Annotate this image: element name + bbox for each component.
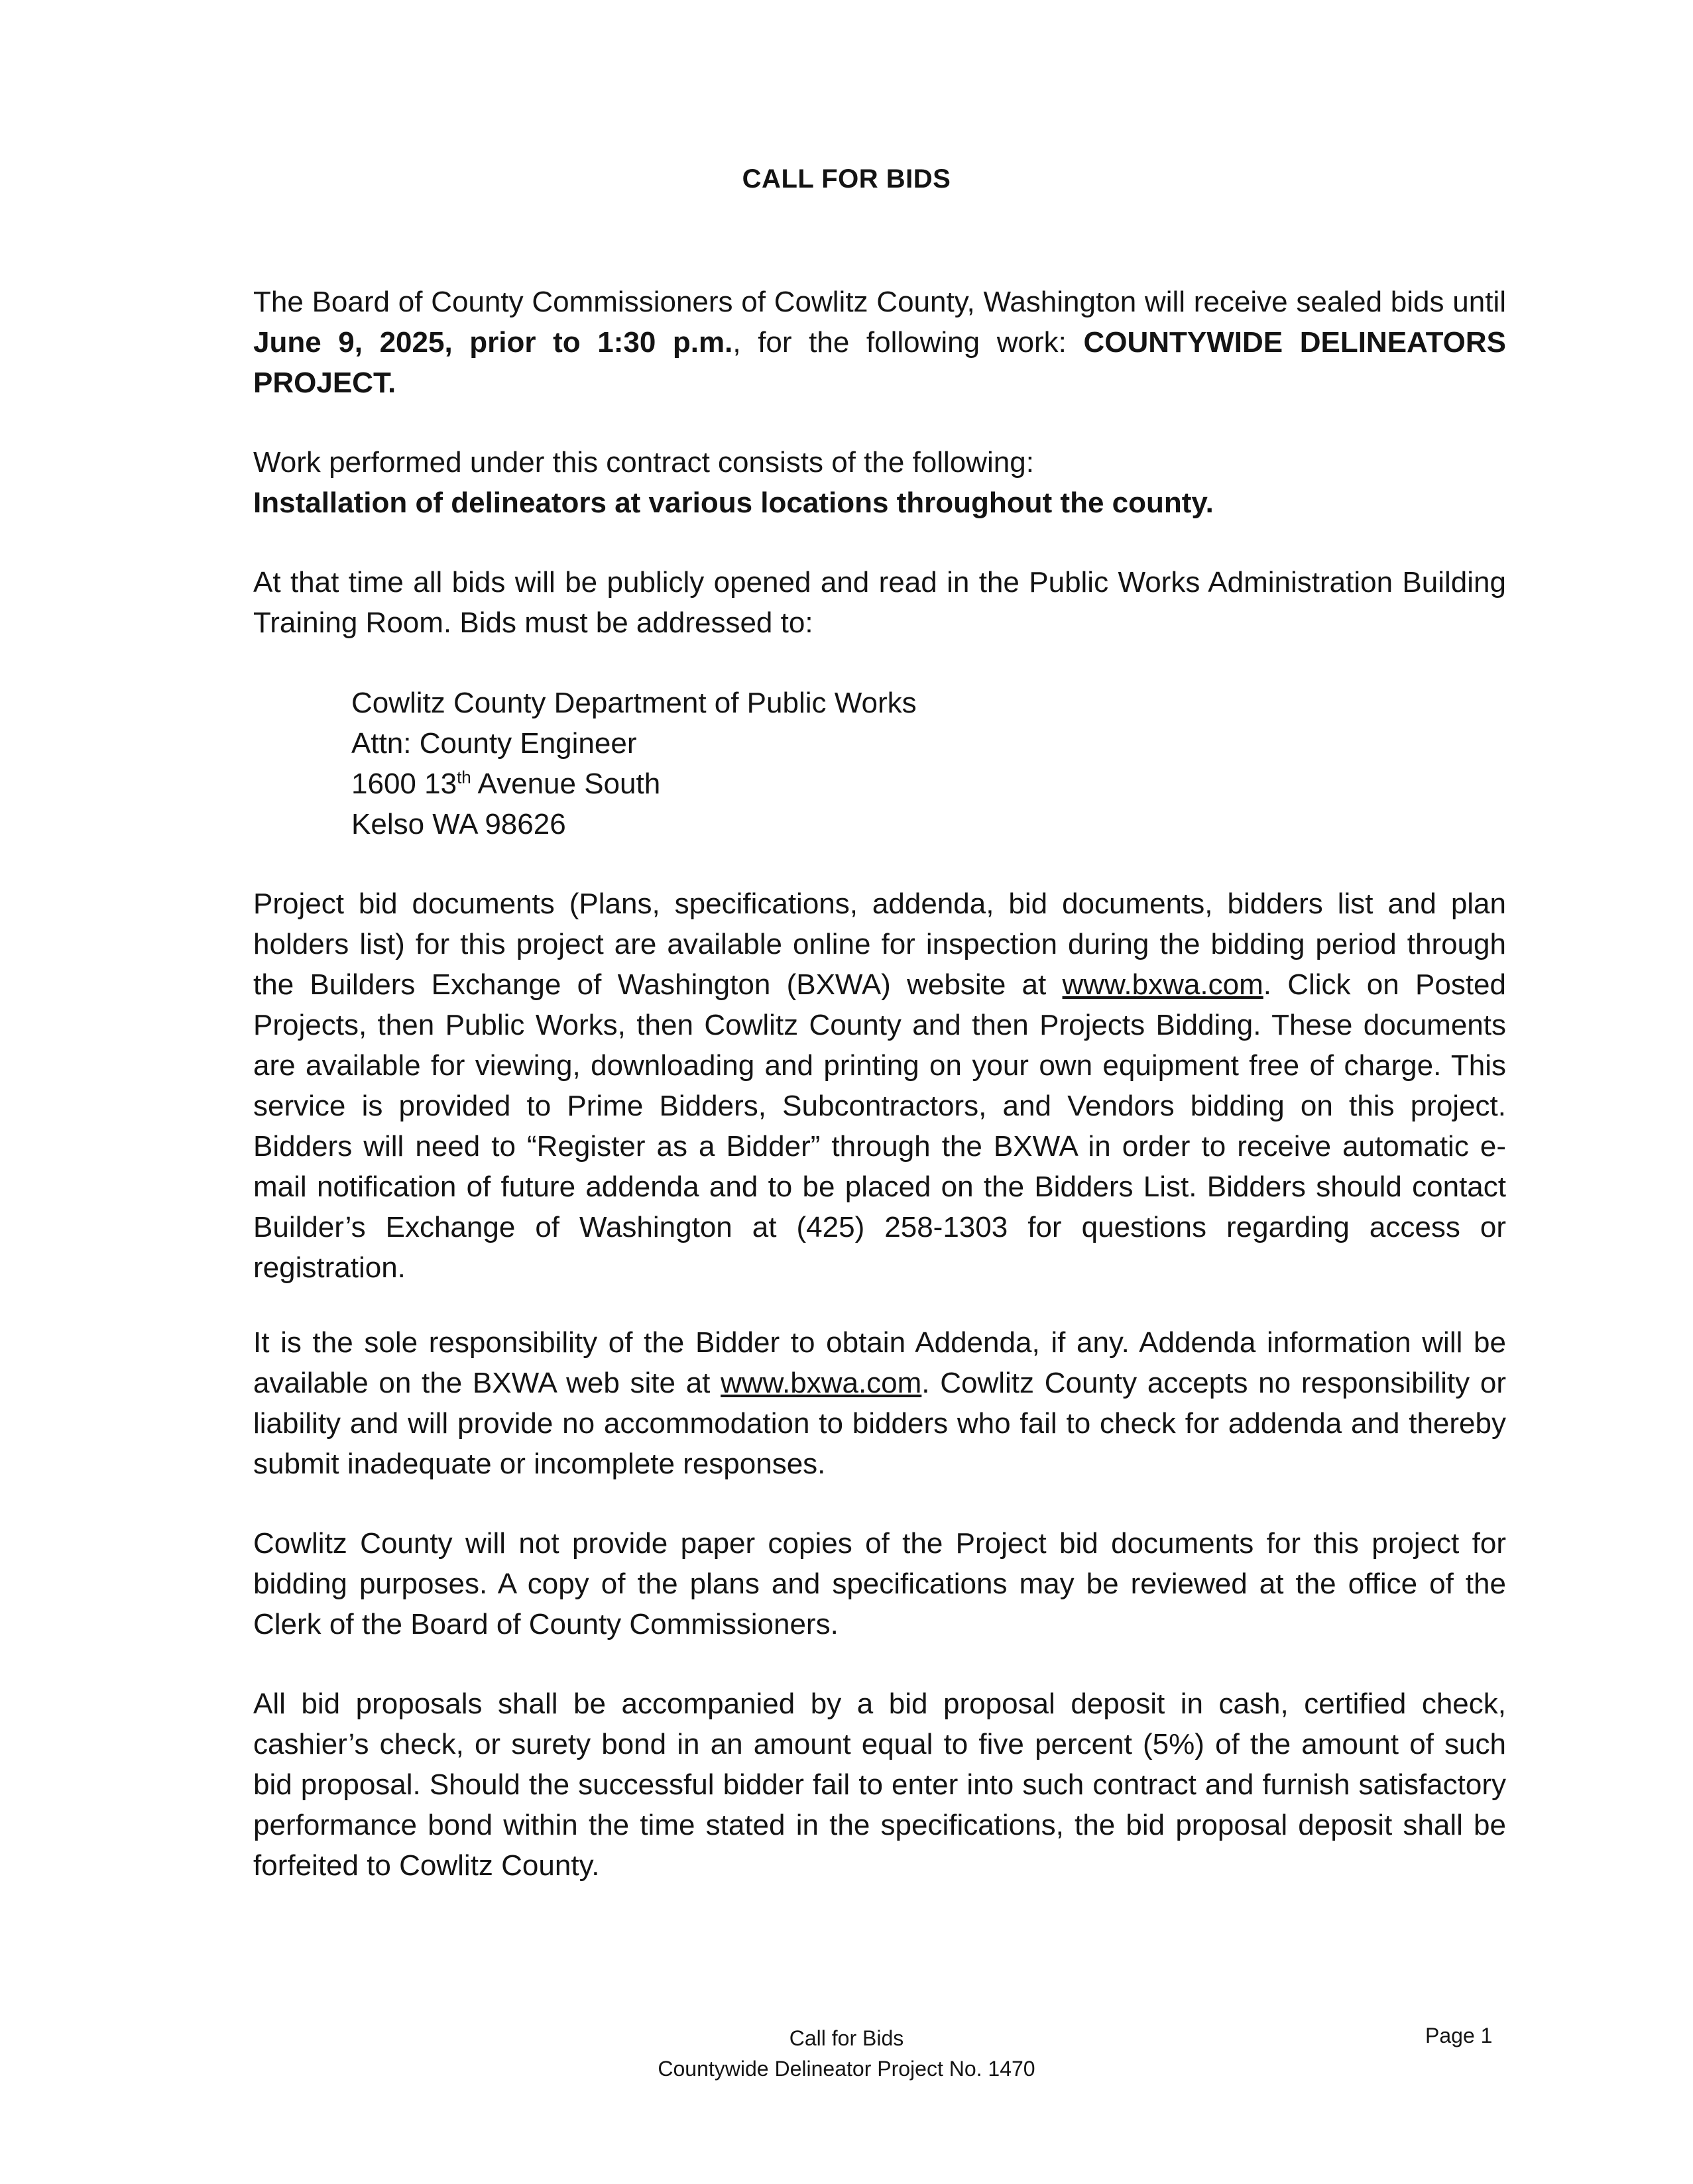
footer-line-1: Call for Bids (789, 2026, 904, 2050)
address-line-2: Attn: County Engineer (351, 727, 637, 760)
paper-copies-paragraph: Cowlitz County will not provide paper copies of the Project bid documents for this project for bidding purposes. A copy of the plans and specifications may be reviewed at the office of the Clerk of the Board of County Commissioners. (253, 1527, 1506, 1640)
deposit-paragraph: All bid proposals shall be accompanied by a bid proposal deposit in cash, certified check, cashier’s check, or surety bond in an amount equal to five percent (5%) of the amount of such bid proposal. Should the successful bidder fail to enter into such contract and furnish satisfactory performance bond within the time stated in the specifications, the bid proposal deposit shall be forfeited to Cowlitz County. (253, 1688, 1506, 1882)
address-line-3: 1600 13th Avenue South (351, 767, 661, 800)
bxwa-link[interactable]: www.bxwa.com (1062, 968, 1263, 1001)
intro-paragraph (253, 282, 1506, 403)
documents-text-end: . Click on Posted Projects, then Public Works, then Cowlitz County and then Projects Bidding. These documents are available for viewing, downloading and printing on your own equipment free of charge. This service is provided to Prime Bidders, Subcontractors, and Vendors bidding on this project. Bidders will need to “Register as a Bidder” through the BXWA in order to receive automatic e-mail notification of future addenda and to be placed on the Bidders List. Bidders should contact Builder’s Exchange of Washington at (425) 258-1303 for questions regarding access or registration. (253, 968, 1507, 1284)
documents-text-start: Project bid documents (Plans, specifications, addenda, bid documents, bidders list and plan holders list) for this project are available online for inspection during the bidding period through the Builders Exchange of Washington (BXWA) website at (253, 888, 1506, 1001)
work-paragraph (253, 442, 1506, 523)
address-line-4: Kelso WA 98626 (351, 808, 566, 840)
intro-text-start: The Board of County Commissioners of Cowlitz County, Washington will receive sealed bids until (253, 286, 1506, 318)
bid-deadline: June 9, 2025, prior to 1:30 p.m. (253, 326, 733, 359)
intro-text-mid: , for the following work: (732, 326, 1084, 359)
addenda-paragraph (253, 1322, 1506, 1484)
opening-paragraph: At that time all bids will be publicly opened and read in the Public Works Administration Building Training Room. Bids must be addressed to: (253, 566, 1506, 639)
address-line-1: Cowlitz County Department of Public Works (351, 687, 917, 719)
work-intro-line: Work performed under this contract consists of the following: (253, 446, 1034, 479)
page-number: Page 1 (1425, 2024, 1493, 2047)
mailing-address (351, 683, 917, 844)
documents-paragraph (253, 884, 1506, 1288)
bxwa-link-2[interactable]: www.bxwa.com (721, 1367, 922, 1399)
addenda-text-start: It is the sole responsibility of the Bidder to obtain Addenda, if any. Addenda information will be available on the BXWA web site at (253, 1326, 1506, 1399)
project-name: COUNTYWIDE DELINEATORS PROJECT. (253, 326, 1506, 399)
work-description: Installation of delineators at various locations throughout the county. (253, 487, 1214, 519)
page-title: CALL FOR BIDS (742, 164, 951, 194)
footer-line-2: Countywide Delineator Project No. 1470 (658, 2057, 1035, 2081)
addenda-text-end: . Cowlitz County accepts no responsibility or liability and will provide no accommodation to bidders who fail to check for addenda and thereby submit inadequate or incomplete responses. (253, 1367, 1506, 1480)
